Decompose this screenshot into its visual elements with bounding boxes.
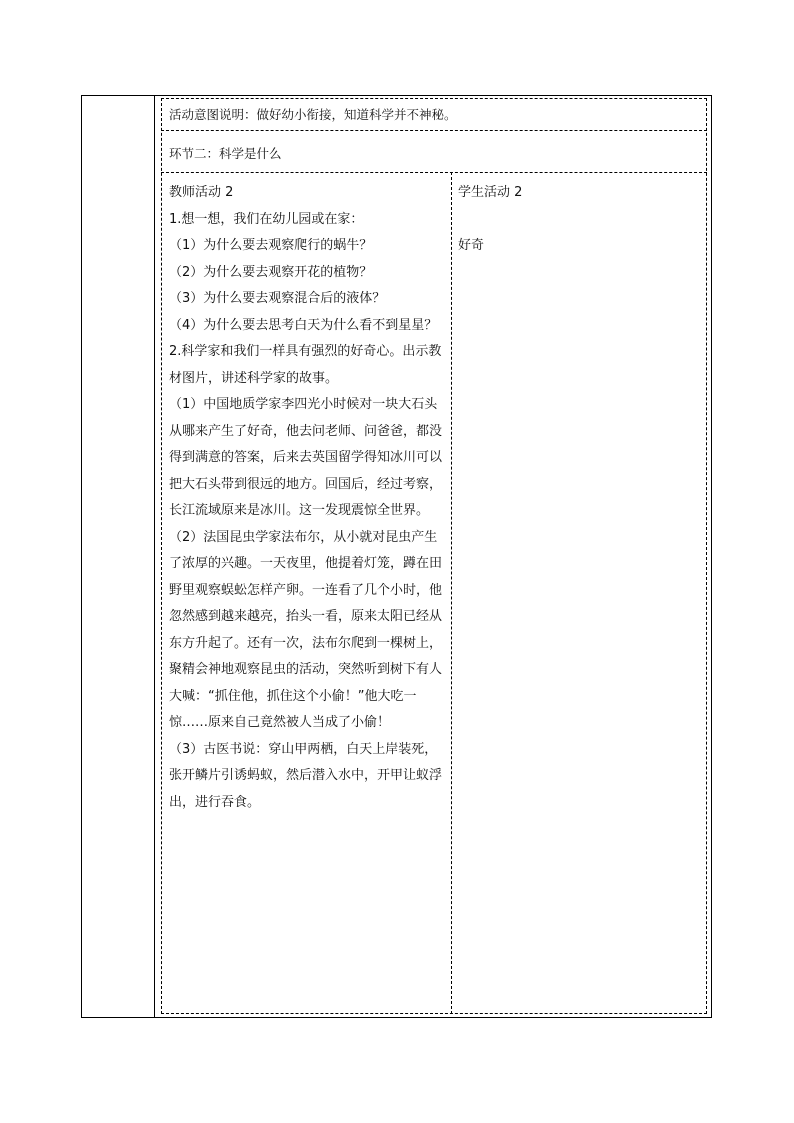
student-activity-heading: 学生活动 2 bbox=[458, 185, 523, 200]
student-answer: 好奇 bbox=[458, 238, 485, 253]
teacher-activity-cell bbox=[169, 180, 445, 816]
teacher-story: （1）中国地质学家李四光小时候对一块大石头从哪来产生了好奇，他去问老师、问爸爸，都没得到满意的答案，后来去英国留学得知冰川可以把大石头带到很远的地方。回国后，经过考察，长江流域原来是冰川。这一发现震惊全世界。 bbox=[169, 397, 443, 518]
column-divider bbox=[451, 172, 452, 1014]
teacher-line: （2）为什么要去观察开花的植物？ bbox=[169, 264, 373, 280]
activity-intent-text: 活动意图说明：做好幼小衔接，知道科学并不神秘。 bbox=[169, 107, 457, 122]
teacher-line: 1.想一想，我们在幼儿园或在家： bbox=[169, 211, 364, 227]
section-title: 环节二：科学是什么 bbox=[169, 146, 282, 161]
teacher-line: （1）为什么要去观察爬行的蜗牛？ bbox=[169, 238, 373, 253]
row-divider-2 bbox=[161, 172, 707, 173]
teacher-line: （4）为什么要去思考白天为什么看不到星星？ bbox=[169, 317, 438, 333]
teacher-story: （2）法国昆虫学家法布尔，从小就对昆虫产生了浓厚的兴趣。一天夜里，他提着灯笼，蹲在田野里观察蜈蚣怎样产卵。一连看了几个小时，他忽然感到越来越亮，抬头一看，原来太阳已经从东方升起了。还有一次，法布尔爬到一棵树上，聚精会神地观察昆虫的活动，突然听到树下有人大喊：“抓住他，抓住这个小偷！”他大吃一惊……原来自己竟然被人当成了小偷！ bbox=[169, 529, 443, 730]
left-column-divider bbox=[154, 95, 155, 1018]
teacher-line: （3）为什么要去观察混合后的液体？ bbox=[169, 291, 386, 306]
teacher-activity-heading: 教师活动 2 bbox=[169, 185, 234, 200]
row-divider-1 bbox=[161, 130, 707, 131]
teacher-story: （3）古医书说：穿山甲两栖，白天上岸装死，张开鳞片引诱蚂蚁，然后潜入水中，开甲让蚁浮出，进行吞食。 bbox=[169, 741, 443, 810]
student-activity-cell bbox=[458, 180, 698, 260]
teacher-line: 2.科学家和我们一样具有强烈的好奇心。出示教材图片，讲述科学家的故事。 bbox=[169, 344, 442, 386]
